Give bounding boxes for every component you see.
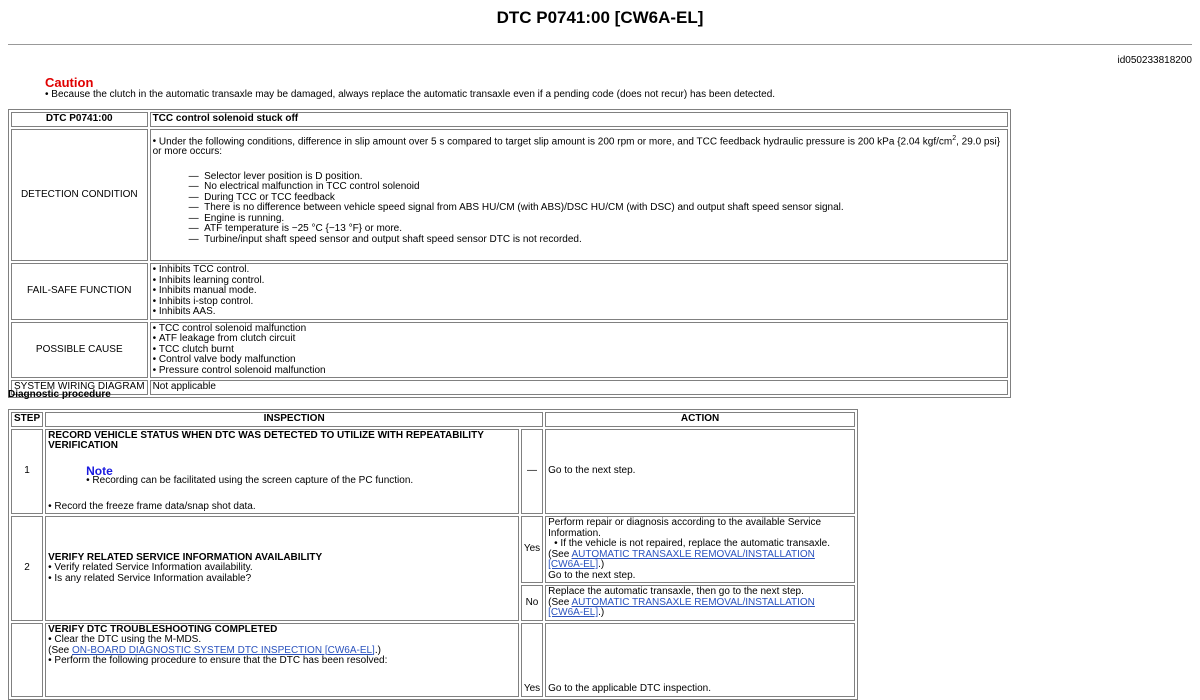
step-2-inspection	[45, 516, 519, 621]
step-3-number	[11, 623, 43, 697]
page-title: DTC P0741:00 [CW6A-EL]	[496, 8, 704, 27]
step-2-no-action	[545, 585, 855, 621]
wiring-label: SYSTEM WIRING DIAGRAM	[11, 380, 148, 395]
failsafe-item: • Inhibits manual mode.	[153, 286, 1005, 297]
step-2-yes: Yes	[521, 516, 543, 583]
see-open: (See	[548, 596, 572, 608]
header-action: ACTION	[545, 412, 855, 427]
failsafe-item: • Inhibits TCC control.	[153, 265, 1005, 276]
cause-row	[11, 322, 1008, 379]
cause-item: • TCC control solenoid malfunction	[153, 324, 1005, 335]
cause-item: • TCC clutch burnt	[153, 345, 1005, 356]
detection-item: — ATF temperature is −25 °C {−13 °F} or more.	[153, 224, 1005, 235]
cause-item: • Control valve body malfunction	[153, 355, 1005, 366]
step-3-yes: Yes	[521, 623, 543, 697]
step-2-no-line-1: Replace the automatic transaxle, then go to the next step.	[548, 586, 804, 597]
step-3-inspection	[45, 623, 519, 697]
step-3-action: Go to the applicable DTC inspection.	[545, 623, 855, 697]
detection-intro	[153, 134, 1005, 158]
procedure-header-row	[11, 412, 855, 427]
detection-label: DETECTION CONDITION	[11, 129, 148, 262]
step-2-yes-line-2: • If the vehicle is not repaired, replace the automatic transaxle.	[548, 539, 852, 550]
step-1-number: 1	[11, 429, 43, 515]
step-3-bullet: • Clear the DTC using the M-MDS.	[48, 635, 516, 646]
step-3-bullet: • Perform the following procedure to ensure that the DTC has been resolved:	[48, 656, 516, 667]
detection-item: — No electrical malfunction in TCC control solenoid	[153, 182, 1005, 193]
step-2-no-see	[548, 598, 852, 619]
step-2-bullet: • Is any related Service Information available?	[48, 574, 516, 585]
dtc-header-row	[11, 112, 1008, 127]
at-removal-link[interactable]: AUTOMATIC TRANSAXLE REMOVAL/INSTALLATION [CW6A-EL]	[548, 548, 815, 570]
wiring-value: Not applicable	[150, 380, 1008, 395]
step-1-title: RECORD VEHICLE STATUS WHEN DTC WAS DETECTED TO UTILIZE WITH REPEATABILITY VERIFICATION	[48, 429, 484, 451]
cause-item: • ATF leakage from clutch circuit	[153, 334, 1005, 345]
step-2-no: No	[521, 585, 543, 621]
detection-item: — There is no difference between vehicle speed signal from ABS HU/CM (with ABS)/DSC HU/CM (with DSC) and output shaft speed sensor signal.	[153, 203, 1005, 214]
step-2-bullet: • Verify related Service Information availability.	[48, 563, 516, 574]
caution-text: • Because the clutch in the automatic transaxle may be damaged, always replace the automatic transaxle even if a pending code (does not recur) has been detected.	[45, 89, 775, 100]
step-1-row	[11, 429, 855, 515]
cause-item: • Pressure control solenoid malfunction	[153, 366, 1005, 377]
detection-item: — Engine is running.	[153, 214, 1005, 225]
header-inspection: INSPECTION	[45, 412, 543, 427]
failsafe-row	[11, 263, 1008, 320]
failsafe-item: • Inhibits AAS.	[153, 307, 1005, 318]
step-1-inspection	[45, 429, 519, 515]
step-1-action: Go to the next step.	[545, 429, 855, 515]
step-2-yes-line-3: Go to the next step.	[548, 569, 636, 581]
header-step: STEP	[11, 412, 43, 427]
failsafe-item: • Inhibits i-stop control.	[153, 297, 1005, 308]
see-close: .)	[598, 559, 605, 570]
title-divider	[8, 44, 1192, 45]
note-title: Note	[86, 463, 113, 478]
dtc-description: TCC control solenoid stuck off	[150, 112, 1008, 127]
step-2-title: VERIFY RELATED SERVICE INFORMATION AVAILABILITY	[48, 551, 323, 563]
step-2-yes-row	[11, 516, 855, 583]
obd-inspection-link[interactable]: ON-BOARD DIAGNOSTIC SYSTEM DTC INSPECTION [CW6A-EL]	[72, 644, 375, 656]
procedure-table	[8, 409, 858, 700]
see-open: (See	[48, 644, 73, 656]
step-2-number: 2	[11, 516, 43, 621]
caution-title: Caution	[45, 75, 94, 90]
detection-item: — Selector lever position is D position.	[153, 172, 1005, 183]
see-open: (See	[548, 548, 572, 560]
step-3-title: VERIFY DTC TROUBLESHOOTING COMPLETED	[48, 623, 278, 635]
cause-label: POSSIBLE CAUSE	[11, 322, 148, 379]
detection-intro-sup: 2	[952, 134, 957, 142]
failsafe-item: • Inhibits learning control.	[153, 276, 1005, 287]
step-2-yes-see	[548, 550, 852, 571]
at-removal-link[interactable]: AUTOMATIC TRANSAXLE REMOVAL/INSTALLATION [CW6A-EL]	[548, 596, 815, 618]
detection-item: — During TCC or TCC feedback	[153, 193, 1005, 204]
wiring-row	[11, 380, 1008, 395]
dtc-info-table	[8, 109, 1011, 398]
failsafe-content	[150, 263, 1008, 320]
step-1-result: —	[521, 429, 543, 515]
detection-item: — Turbine/input shaft speed sensor and output shaft speed sensor DTC is not recorded.	[153, 235, 1005, 246]
failsafe-label: FAIL-SAFE FUNCTION	[11, 263, 148, 320]
step-2-yes-line-1: Perform repair or diagnosis according to the available Service Information.	[548, 517, 822, 539]
diagnostic-procedure-heading: Diagnostic procedure	[8, 389, 111, 400]
note-text: • Recording can be facilitated using the screen capture of the PC function.	[48, 476, 516, 487]
detection-intro-b: , 29.0 psi} or more occurs:	[152, 135, 1001, 158]
step-2-yes-action	[545, 516, 855, 583]
step-3-row	[11, 623, 855, 697]
detection-intro-a: Under the following conditions, difference in slip amount over 5 s compared to target slip amount is 200 rpm or more, and TCC feedback hydraulic pressure is 200 kPa {2.04 kgf/cm	[158, 135, 953, 147]
detection-content	[150, 129, 1008, 262]
document-id: id050233818200	[1117, 55, 1192, 66]
cause-content	[150, 322, 1008, 379]
step-3-see	[48, 646, 516, 657]
see-close: .)	[374, 644, 381, 656]
step-1-bullet: • Record the freeze frame data/snap shot data.	[48, 502, 516, 513]
dtc-code: DTC P0741:00	[11, 112, 148, 127]
detection-row	[11, 129, 1008, 262]
see-close: .)	[598, 607, 605, 618]
